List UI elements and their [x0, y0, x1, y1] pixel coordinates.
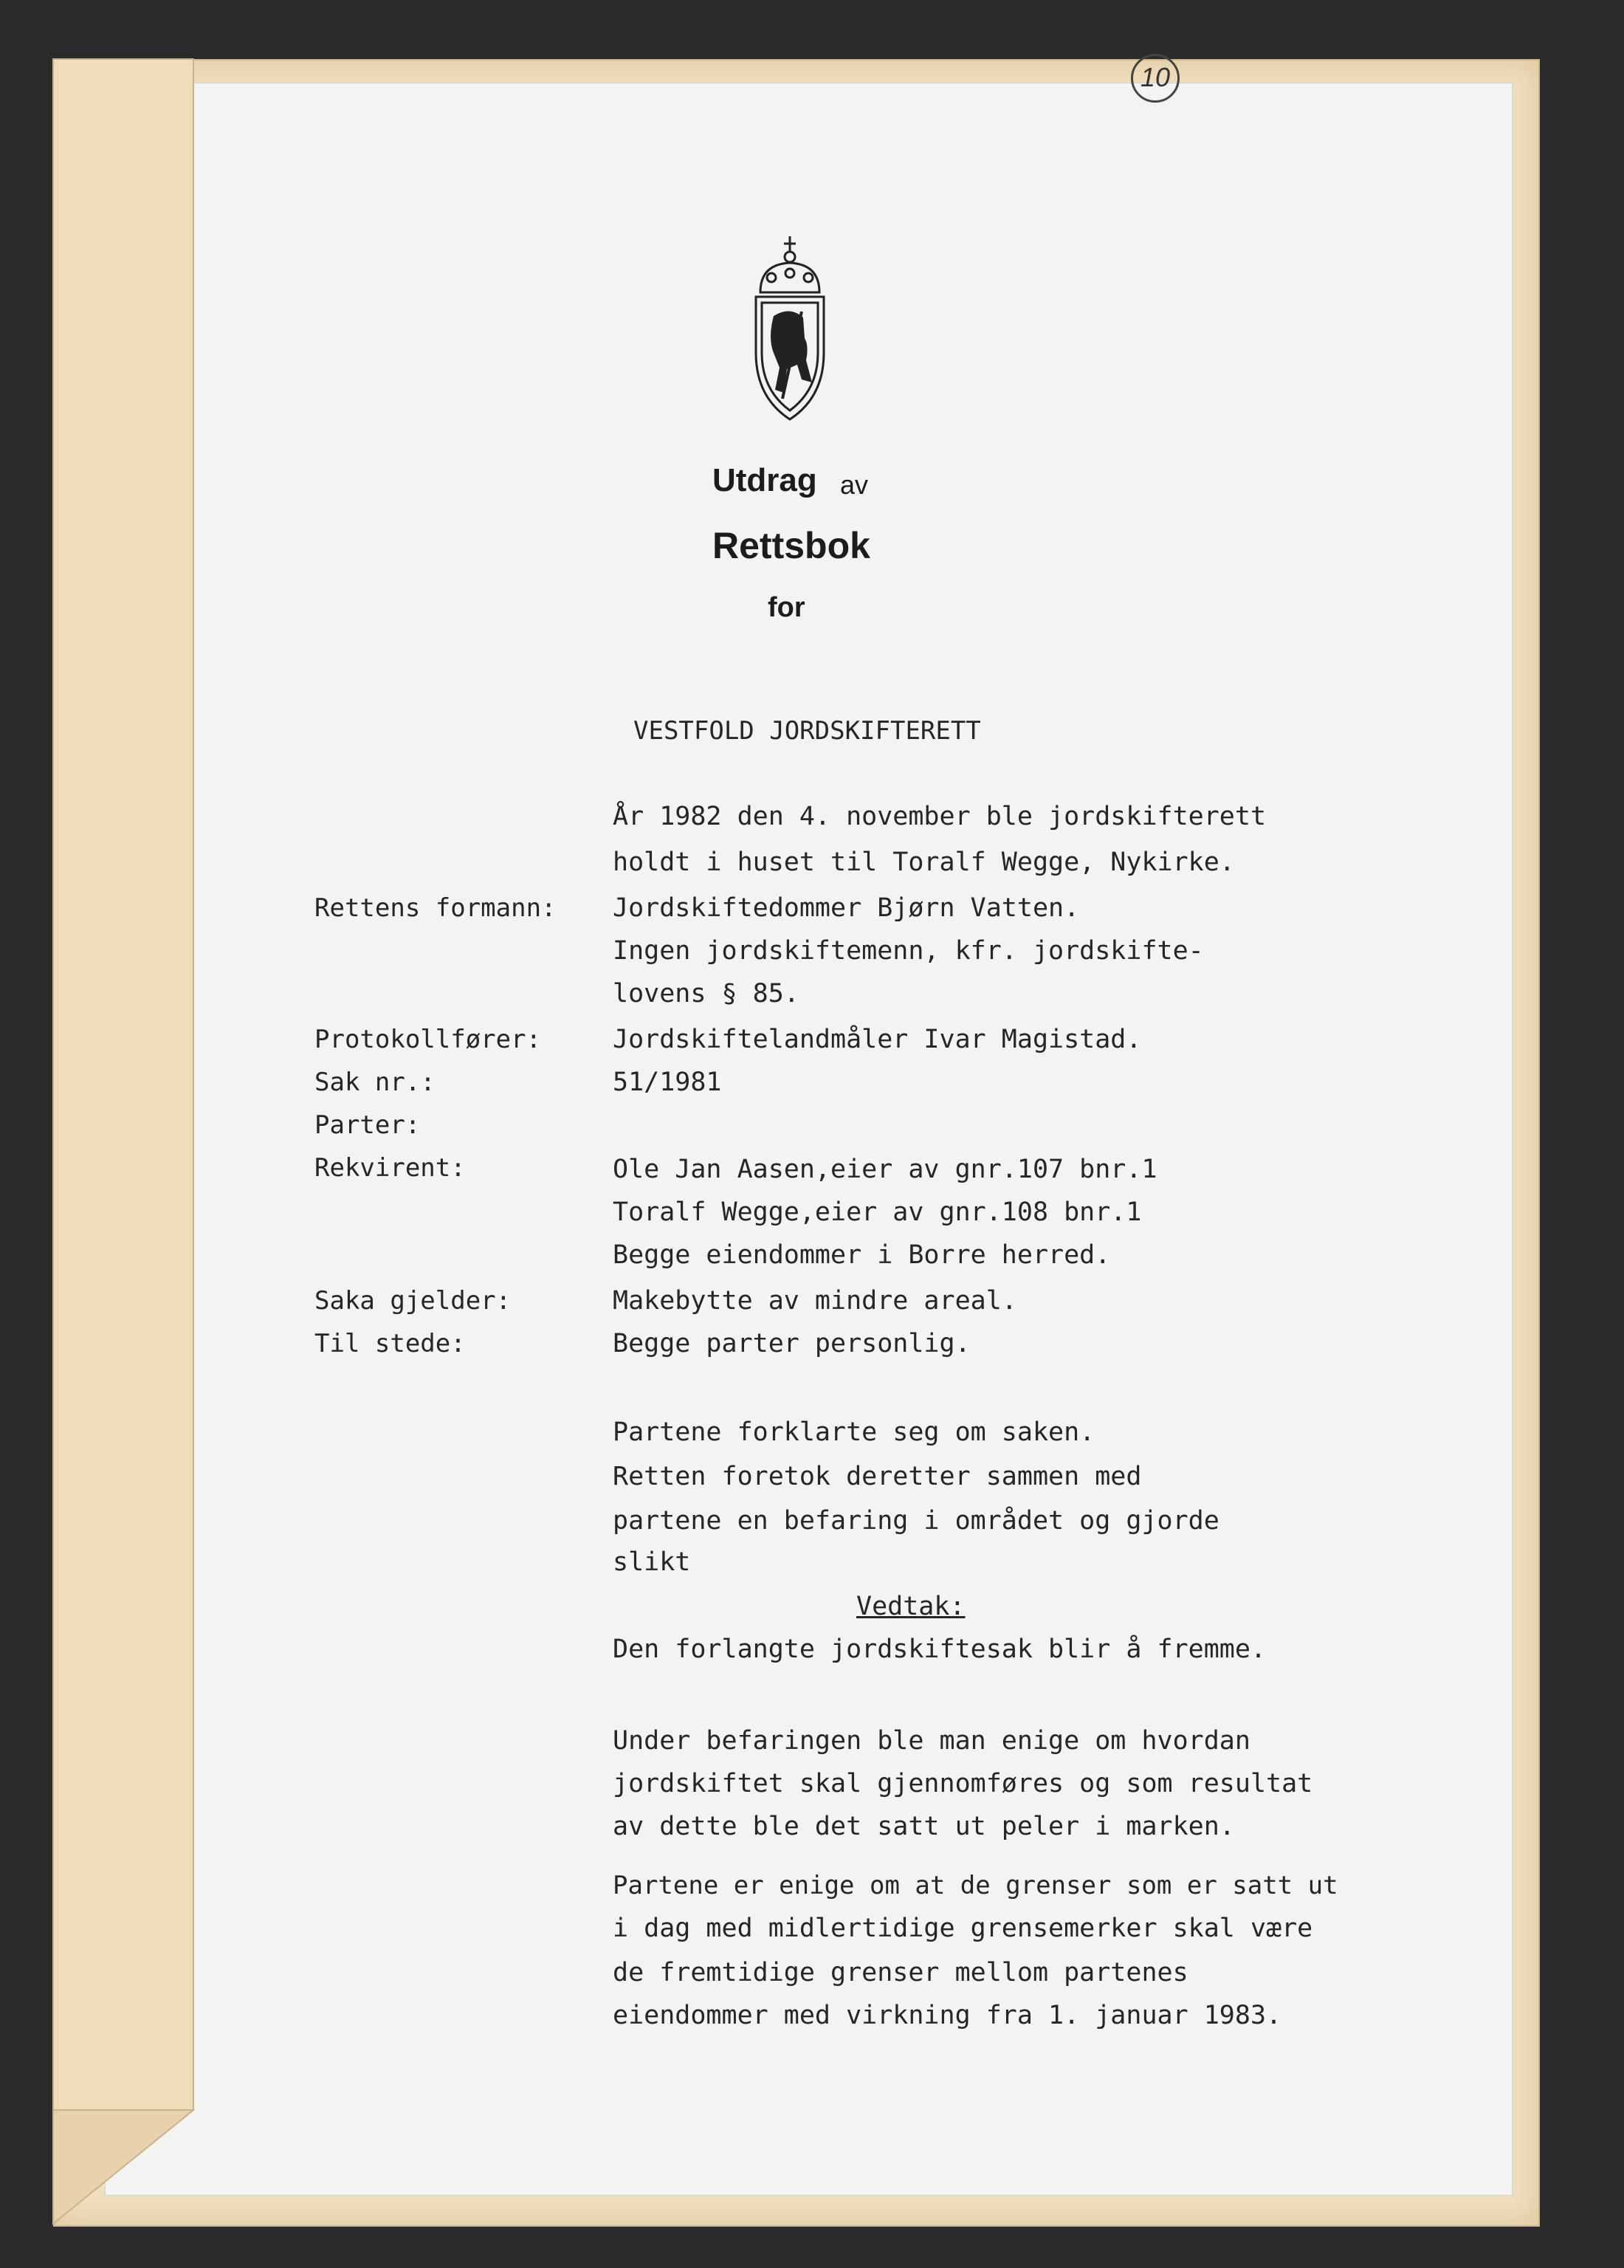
resultat-line: jordskiftet skal gjennomføres og som resultat [613, 1769, 1313, 1798]
label-rekvirent: Rekvirent: [314, 1153, 466, 1183]
value-rettens-formann: lovens § 85. [613, 979, 799, 1008]
resultat-line: eiendommer med virkning fra 1. januar 1983. [613, 2001, 1282, 2030]
staple [77, 235, 80, 307]
value-rekvirent: Begge eiendommer i Borre herred. [613, 1240, 1111, 1270]
label-til-stede: Til stede: [314, 1329, 466, 1358]
value-rettens-formann: Ingen jordskiftemenn, kfr. jordskifte- [613, 936, 1204, 966]
vedtak-line: Den forlangte jordskiftesak blir å fremme. [613, 1635, 1267, 1664]
intro-line: År 1982 den 4. november ble jordskifterett [613, 802, 1267, 831]
value-saka-gjelder: Makebytte av mindre areal. [613, 1286, 1017, 1316]
label-parter: Parter: [314, 1110, 421, 1140]
value-rekvirent: Toralf Wegge,eier av gnr.108 bnr.1 [613, 1197, 1142, 1227]
court-name: VESTFOLD JORDSKIFTERETT [633, 716, 981, 746]
heading-rettsbok: Rettsbok [712, 525, 870, 566]
value-sak-nr: 51/1981 [613, 1068, 722, 1097]
staple [77, 1186, 80, 1258]
befaring-line: Partene forklarte seg om saken. [613, 1418, 1095, 1447]
resultat-line: de fremtidige grenser mellom partenes [613, 1958, 1188, 1987]
label-sak-nr: Sak nr.: [314, 1068, 436, 1097]
vedtak-heading: Vedtak: [856, 1592, 966, 1621]
staple [77, 490, 80, 563]
befaring-line: slikt [613, 1547, 691, 1577]
resultat-line: i dag med midlertidige grensemerker skal være [613, 1914, 1313, 1943]
label-saka-gjelder: Saka gjelder: [314, 1286, 512, 1316]
value-rettens-formann: Jordskiftedommer Bjørn Vatten. [613, 893, 1080, 923]
resultat-line: Partene er enige om at de grenser som er satt ut [613, 1871, 1338, 1900]
staple [77, 1993, 80, 2066]
page-number-circle: 10 [1131, 54, 1180, 103]
resultat-line: av dette ble det satt ut peler i marken. [613, 1812, 1235, 1841]
heading-for: for [768, 592, 805, 623]
resultat-line: Under befaringen ble man enige om hvordan [613, 1726, 1250, 1756]
value-rekvirent: Ole Jan Aasen,eier av gnr.107 bnr.1 [613, 1155, 1157, 1184]
intro-line: holdt i huset til Toralf Wegge, Nykirke. [613, 848, 1235, 877]
label-rettens-formann: Rettens formann: [314, 893, 557, 923]
befaring-line: Retten foretok deretter sammen med [613, 1462, 1142, 1491]
befaring-line: partene en befaring i området og gjorde [613, 1506, 1219, 1536]
norwegian-coat-of-arms-icon [738, 235, 842, 427]
value-protokollforer: Jordskiftelandmåler Ivar Magistad. [613, 1025, 1142, 1054]
heading-utdrag: Utdrag [712, 462, 817, 498]
value-til-stede: Begge parter personlig. [613, 1329, 971, 1358]
label-protokollforer: Protokollfører: [314, 1025, 542, 1054]
heading-av: av [840, 470, 869, 500]
